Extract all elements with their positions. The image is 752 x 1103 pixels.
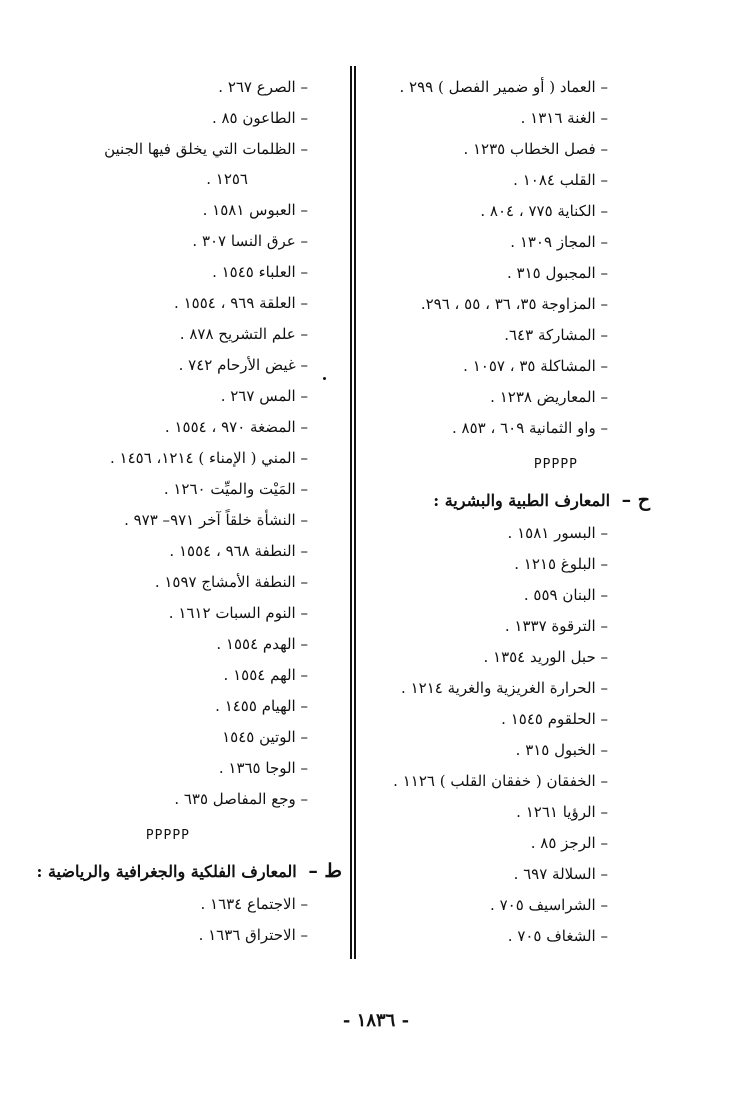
- index-entry: – الهيام ١٤٥٥ .: [215, 697, 308, 715]
- right-entries-top: [368, 72, 608, 444]
- index-entry: – الكناية ٧٧٥ ، ٨٠٤ .: [480, 202, 608, 220]
- section-letter: ح –: [621, 489, 650, 511]
- index-entry: – العلقة ٩٦٩ ، ١٥٥٤ .: [174, 294, 308, 312]
- index-entry: – الهم ١٥٥٤ .: [223, 666, 308, 684]
- left-entries-top-a: [60, 72, 308, 134]
- index-entry: – الشراسيف ٧٠٥ .: [490, 896, 608, 914]
- index-entry: – المَيْت والميِّت ١٢٦٠ .: [163, 480, 308, 498]
- index-entry: – الشغاف ٧٠٥ .: [507, 927, 608, 945]
- index-entry: – النوم السبات ١٦١٢ .: [168, 604, 308, 622]
- index-entry: – الوتين ١٥٤٥: [222, 728, 308, 746]
- section-title-text: المعارف الطبية والبشرية :: [433, 491, 611, 510]
- index-entry: – عرق النسا ٣٠٧ .: [192, 232, 308, 250]
- index-entry: – الاحتراق ١٦٣٦ .: [198, 926, 308, 944]
- index-entry: – البنان ٥٥٩ .: [523, 586, 608, 604]
- index-entry: – المزاوجة ٣٥، ٣٦ ، ٥٥ ، ٢٩٦.: [420, 295, 608, 313]
- index-entry: – الهدم ١٥٥٤ .: [216, 635, 308, 653]
- index-entry: – المشاركة ٦٤٣.: [504, 326, 608, 344]
- index-entry: – الطاعون ٨٥ .: [211, 109, 308, 127]
- section-separator-marker: PPPPP: [145, 828, 190, 843]
- index-entry: – المضغة ٩٧٠ ، ١٥٥٤ .: [164, 418, 308, 436]
- index-entry: – المس ٢٦٧ .: [220, 387, 308, 405]
- index-entry: – وجع المفاصل ٦٣٥ .: [174, 790, 308, 808]
- index-entry: – النطفة ٩٦٨ ، ١٥٥٤ .: [169, 542, 308, 560]
- index-entry: – المشاكلة ٣٥ ، ١٠٥٧ .: [463, 357, 608, 375]
- index-entry: – العبوس ١٥٨١ .: [202, 201, 308, 219]
- index-entry: – الظلمات التي يخلق فيها الجنين: [104, 140, 308, 158]
- left-column: [36, 72, 342, 951]
- stray-mark: [323, 377, 326, 380]
- index-entry: – البسور ١٥٨١ .: [507, 524, 608, 542]
- index-entry: – المجبول ٣١٥ .: [506, 264, 608, 282]
- index-entry: – غيض الأرحام ٧٤٢ .: [178, 356, 308, 374]
- index-entry: – الترقوة ١٣٣٧ .: [504, 617, 608, 635]
- index-entry: – الخبول ٣١٥ .: [515, 741, 608, 759]
- index-entry: – الرجز ٨٥ .: [530, 834, 608, 852]
- section-title-text: المعارف الفلكية والجغرافية والرياضية :: [36, 862, 297, 881]
- index-entry: – الرؤيا ١٢٦١ .: [516, 803, 608, 821]
- page-number: - ١٨٣٦ -: [342, 1010, 410, 1031]
- section-separator-marker: PPPPP: [533, 457, 578, 472]
- index-entry: – الاجتماع ١٦٣٤ .: [200, 895, 308, 913]
- index-entry: – السلالة ٦٩٧ .: [513, 865, 608, 883]
- index-entry: – الغنة ١٣١٦ .: [520, 109, 608, 127]
- right-column: [368, 72, 650, 952]
- left-entries-top-b: [60, 195, 308, 815]
- index-entry: – الوجا ١٣٦٥ .: [218, 759, 308, 777]
- column-divider: [350, 66, 356, 959]
- index-entry: – النشأة خلقاً آخر ٩٧١– ٩٧٣ .: [124, 511, 308, 529]
- index-entry: – المجاز ١٣٠٩ .: [510, 233, 608, 251]
- index-entry: – العلباء ١٥٤٥ .: [212, 263, 308, 281]
- index-entry: – فصل الخطاب ١٢٣٥ .: [463, 140, 608, 158]
- index-entry: – المعاريض ١٢٣٨ .: [490, 388, 608, 406]
- section-heading-medical: [368, 482, 650, 518]
- left-entries-bottom: [60, 889, 308, 951]
- index-entry-continuation: ١٢٥٦ .: [206, 170, 248, 188]
- index-entry: – الحرارة الغريزية والغرية ١٢١٤ .: [401, 679, 608, 697]
- index-entry: – علم التشريح ٨٧٨ .: [179, 325, 308, 343]
- index-entry: – الخفقان ( خفقان القلب ) ١١٢٦ .: [393, 772, 608, 790]
- index-entry: – المني ( الإمناء ) ١٢١٤، ١٤٥٦ .: [109, 449, 308, 467]
- index-entry: – النطفة الأمشاج ١٥٩٧ .: [154, 573, 308, 591]
- index-entry: – حبل الوريد ١٣٥٤ .: [483, 648, 608, 666]
- index-entry: – العماد ( أو ضمير الفصل ) ٢٩٩ .: [399, 78, 608, 96]
- right-entries-bottom: [368, 518, 608, 952]
- index-entry: – القلب ١٠٨٤ .: [513, 171, 608, 189]
- index-entry: – البلوغ ١٢١٥ .: [514, 555, 608, 573]
- index-entry: – الحلقوم ١٥٤٥ .: [501, 710, 608, 728]
- index-entry: – الصرع ٢٦٧ .: [218, 78, 308, 96]
- index-entry: – واو الثمانية ٦٠٩ ، ٨٥٣ .: [452, 419, 608, 437]
- section-letter: ط –: [308, 860, 342, 882]
- section-heading-astronomy: [36, 853, 342, 889]
